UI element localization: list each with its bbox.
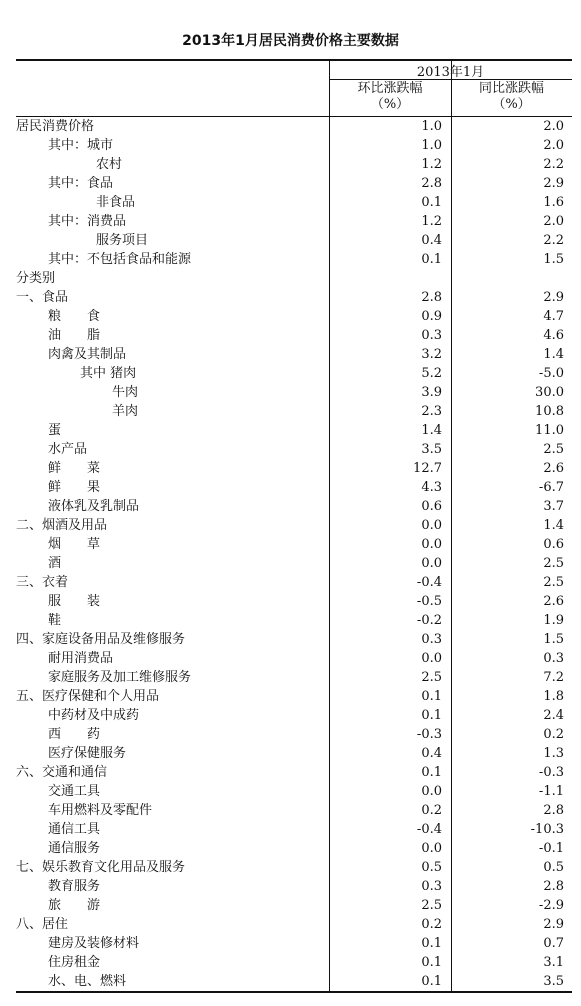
row-label: 其中 猪肉 [80, 366, 137, 381]
mom-value: 0.3 [421, 879, 442, 894]
row-label: 教育服务 [48, 879, 101, 894]
yoy-value: 2.0 [543, 138, 564, 153]
yoy-value: 11.0 [535, 423, 564, 438]
header-yoy-unit: （%） [492, 97, 531, 112]
mom-value: 0.0 [421, 651, 442, 666]
row-label: 水、电、燃料 [48, 974, 127, 989]
yoy-value: 0.2 [543, 727, 564, 742]
row-label: 通信工具 [48, 822, 101, 837]
yoy-value: 4.7 [543, 309, 564, 324]
yoy-value: 4.6 [543, 328, 564, 343]
table-row [16, 326, 572, 345]
row-label: 牛肉 [112, 385, 139, 400]
table-row [16, 573, 572, 592]
mom-value: 3.2 [421, 347, 442, 362]
table-row [16, 649, 572, 668]
mom-value: 0.0 [421, 537, 442, 552]
yoy-value: -6.7 [538, 480, 564, 495]
row-label: 车用燃料及零配件 [48, 803, 153, 818]
table-row [16, 535, 572, 554]
yoy-value: 2.8 [543, 803, 564, 818]
table-row [16, 117, 572, 136]
table-row [16, 706, 572, 725]
header-yoy [451, 81, 572, 113]
yoy-value: -1.1 [538, 784, 564, 799]
table-row [16, 782, 572, 801]
mom-value: 0.1 [421, 765, 442, 780]
table-row [16, 972, 572, 991]
mom-value: -0.2 [416, 613, 442, 628]
table-row [16, 915, 572, 934]
header-period: 2013年1月 [416, 65, 485, 80]
mom-value: 0.3 [421, 632, 442, 647]
mom-value: 0.0 [421, 841, 442, 856]
table-row [16, 345, 572, 364]
yoy-value: 2.2 [543, 157, 564, 172]
header-mom-unit: （%） [370, 97, 410, 112]
yoy-value: 2.5 [543, 442, 564, 457]
yoy-value: 3.7 [543, 499, 564, 514]
table-row [16, 497, 572, 516]
mom-value: 5.2 [421, 366, 442, 381]
row-label: 分类别 [16, 271, 56, 286]
mom-value: -0.4 [416, 575, 442, 590]
table-row [16, 820, 572, 839]
table-row [16, 953, 572, 972]
table-row [16, 459, 572, 478]
row-label: 五、医疗保健和个人用品 [16, 689, 160, 704]
row-label: 医疗保健服务 [48, 746, 127, 761]
table-row [16, 478, 572, 497]
mom-value: 1.0 [421, 119, 442, 134]
mom-value: 0.1 [421, 955, 442, 970]
mom-value: 2.8 [421, 176, 442, 191]
yoy-value: 1.5 [543, 252, 564, 267]
row-label: 六、交通和通信 [16, 765, 108, 780]
row-label: 八、居住 [16, 917, 69, 932]
yoy-value: 1.3 [543, 746, 564, 761]
row-label: 其中：食品 [48, 176, 114, 191]
yoy-value: 1.8 [543, 689, 564, 704]
yoy-value: 7.2 [543, 670, 564, 685]
yoy-value: 2.0 [543, 214, 564, 229]
row-label: 三、衣着 [16, 575, 69, 590]
row-label: 住房租金 [48, 955, 101, 970]
row-label: 液体乳及乳制品 [48, 499, 140, 514]
mom-value: 4.3 [421, 480, 442, 495]
mom-value: 0.9 [421, 309, 442, 324]
mom-value: -0.4 [416, 822, 442, 837]
row-label: 通信服务 [48, 841, 101, 856]
row-label: 服 装 [48, 594, 101, 609]
yoy-value: 1.5 [543, 632, 564, 647]
row-label: 蛋 [48, 423, 62, 438]
row-label: 服务项目 [96, 233, 149, 248]
table-row [16, 896, 572, 915]
table-row [16, 858, 572, 877]
mom-value: 0.0 [421, 784, 442, 799]
mom-value: 2.3 [421, 404, 442, 419]
row-label: 农村 [96, 157, 123, 172]
row-label: 耐用消费品 [48, 651, 114, 666]
table-row [16, 402, 572, 421]
mom-value: 2.8 [421, 290, 442, 305]
row-label: 二、烟酒及用品 [16, 518, 108, 533]
mom-value: 1.0 [421, 138, 442, 153]
mom-value: 0.1 [421, 936, 442, 951]
table-row [16, 934, 572, 953]
table-row [16, 592, 572, 611]
yoy-value: 2.2 [543, 233, 564, 248]
table-bottom-rule [16, 991, 572, 993]
table-row [16, 307, 572, 326]
yoy-value: -0.3 [538, 765, 564, 780]
table-row [16, 839, 572, 858]
mom-value: 0.1 [421, 708, 442, 723]
table-row [16, 668, 572, 687]
yoy-value: 3.5 [543, 974, 564, 989]
yoy-value: 2.5 [543, 556, 564, 571]
yoy-value: 2.6 [543, 461, 564, 476]
row-label: 鞋 [48, 613, 62, 628]
mom-value: 0.4 [421, 233, 442, 248]
yoy-value: 0.5 [543, 860, 564, 875]
table-row [16, 611, 572, 630]
mom-value: 0.2 [421, 803, 442, 818]
yoy-value: 0.3 [543, 651, 564, 666]
yoy-value: -10.3 [530, 822, 564, 837]
mom-value: 0.0 [421, 518, 442, 533]
row-label: 居民消费价格 [16, 119, 95, 134]
table-row [16, 877, 572, 896]
table-row [16, 136, 572, 155]
mom-value: 1.2 [421, 157, 442, 172]
table-row [16, 687, 572, 706]
table-row [16, 744, 572, 763]
yoy-value: -5.0 [538, 366, 564, 381]
row-label: 家庭服务及加工维修服务 [48, 670, 192, 685]
yoy-value: 1.6 [543, 195, 564, 210]
yoy-value: 30.0 [535, 385, 564, 400]
row-label: 油 脂 [48, 328, 101, 343]
mom-value: -0.3 [416, 727, 442, 742]
table-body [16, 117, 572, 991]
yoy-value: 2.9 [543, 917, 564, 932]
yoy-value: 0.7 [543, 936, 564, 951]
table-row [16, 364, 572, 383]
table-row [16, 801, 572, 820]
table-row [16, 155, 572, 174]
row-label: 西 药 [48, 727, 101, 742]
yoy-value: 2.4 [543, 708, 564, 723]
table-row [16, 250, 572, 269]
yoy-value: 2.8 [543, 879, 564, 894]
yoy-value: 2.6 [543, 594, 564, 609]
row-label: 鲜 菜 [48, 461, 101, 476]
row-label: 交通工具 [48, 784, 101, 799]
table-row [16, 269, 572, 288]
yoy-value: 2.0 [543, 119, 564, 134]
yoy-value: 10.8 [535, 404, 564, 419]
table-row [16, 516, 572, 535]
row-label: 烟 草 [48, 537, 101, 552]
yoy-value: -0.1 [538, 841, 564, 856]
yoy-value: 1.4 [543, 347, 564, 362]
header-mom [329, 81, 451, 113]
mom-value: 12.7 [413, 461, 442, 476]
mom-value: 0.1 [421, 252, 442, 267]
row-label: 其中：消费品 [48, 214, 127, 229]
yoy-value: 2.5 [543, 575, 564, 590]
table-row [16, 554, 572, 573]
mom-value: 1.2 [421, 214, 442, 229]
mom-value: 0.1 [421, 974, 442, 989]
table-row [16, 421, 572, 440]
yoy-value: 1.9 [543, 613, 564, 628]
mom-value: 0.2 [421, 917, 442, 932]
mom-value: -0.5 [416, 594, 442, 609]
table-row [16, 630, 572, 649]
mom-value: 0.6 [421, 499, 442, 514]
table-row [16, 440, 572, 459]
mom-value: 3.5 [421, 442, 442, 457]
header-yoy-label: 同比涨跌幅 [478, 81, 544, 96]
table-row [16, 193, 572, 212]
header-mom-label: 环比涨跌幅 [357, 81, 423, 96]
row-label: 一、食品 [16, 290, 69, 305]
row-label: 酒 [48, 556, 62, 571]
table-row [16, 383, 572, 402]
yoy-value: -2.9 [538, 898, 564, 913]
row-label: 七、娱乐教育文化用品及服务 [16, 860, 186, 875]
row-label: 肉禽及其制品 [48, 347, 127, 362]
mom-value: 2.5 [421, 898, 442, 913]
row-label: 粮 食 [48, 309, 101, 324]
row-label: 水产品 [48, 442, 88, 457]
mom-value: 0.1 [421, 195, 442, 210]
mom-value: 0.4 [421, 746, 442, 761]
row-label: 建房及装修材料 [48, 936, 140, 951]
mom-value: 0.5 [421, 860, 442, 875]
mom-value: 0.3 [421, 328, 442, 343]
mom-value: 0.0 [421, 556, 442, 571]
row-label: 其中：城市 [48, 138, 114, 153]
row-label: 四、家庭设备用品及维修服务 [16, 632, 186, 647]
mom-value: 1.4 [421, 423, 442, 438]
yoy-value: 1.4 [543, 518, 564, 533]
row-label: 非食品 [96, 195, 136, 210]
mom-value: 2.5 [421, 670, 442, 685]
table-row [16, 288, 572, 307]
row-label: 鲜 果 [48, 480, 101, 495]
row-label: 羊肉 [112, 404, 139, 419]
row-label: 其中：不包括食品和能源 [48, 252, 192, 267]
mom-value: 3.9 [421, 385, 442, 400]
table-row [16, 174, 572, 193]
mom-value: 0.1 [421, 689, 442, 704]
row-label: 中药材及中成药 [48, 708, 140, 723]
yoy-value: 0.6 [543, 537, 564, 552]
yoy-value: 2.9 [543, 176, 564, 191]
table-row [16, 212, 572, 231]
row-label: 旅 游 [48, 898, 101, 913]
yoy-value: 3.1 [543, 955, 564, 970]
table-row [16, 725, 572, 744]
table-row [16, 231, 572, 250]
table-row [16, 763, 572, 782]
yoy-value: 2.9 [543, 290, 564, 305]
page-title: 2013年1月居民消费价格主要数据 [182, 33, 399, 49]
